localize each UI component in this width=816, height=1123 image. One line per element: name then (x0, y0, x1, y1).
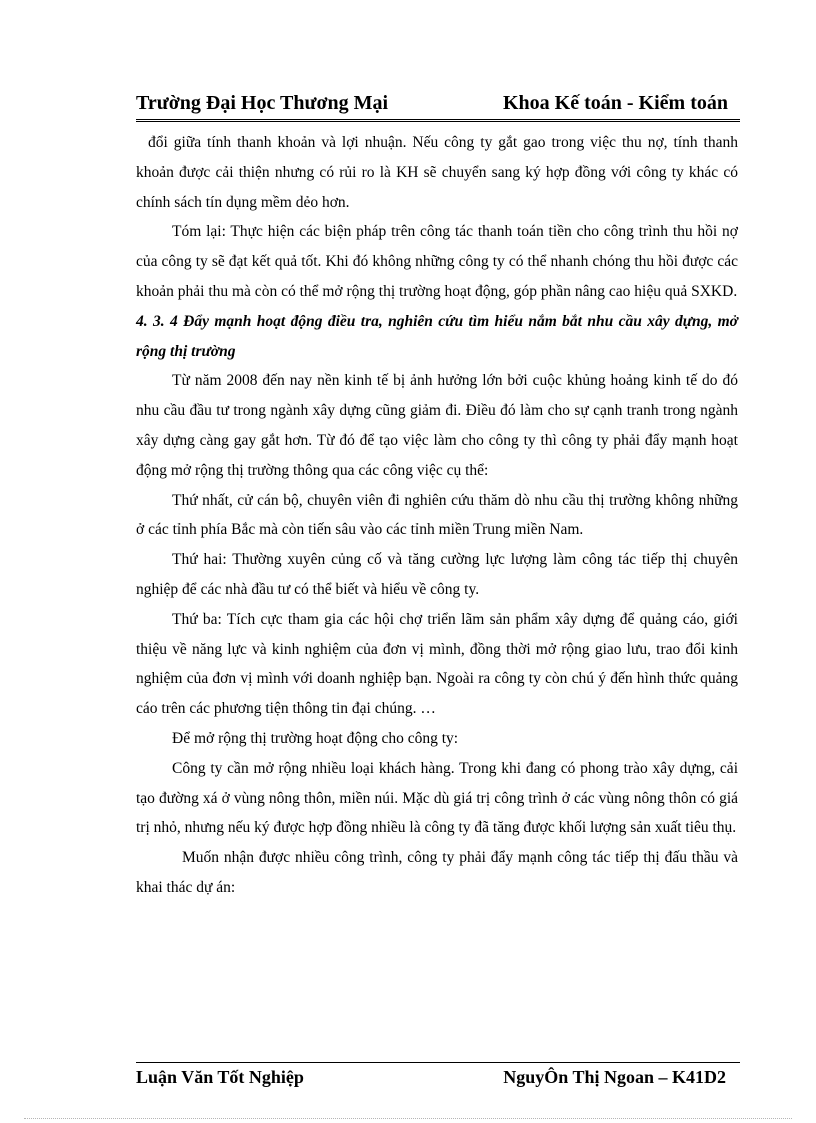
paragraph-2: Tóm lại: Thực hiện các biện pháp trên công tác thanh toán tiền cho công trình thu hồi nợ của công ty sẽ đạt kết quả tốt. Khi đó không những công ty có thể nhanh chóng thu hồi được các khoản phải thu mà còn có thể mở rộng thị trường hoạt động, góp phần nâng cao hiệu quả SXKD. (136, 223, 738, 300)
paragraph-3: Từ năm 2008 đến nay nền kinh tế bị ảnh hưởng lớn bởi cuộc khủng hoảng kinh tế do đó nhu cầu đầu tư trong ngành xây dựng cũng giảm đi. Điều đó làm cho sự cạnh tranh trong ngành xây dựng càng gay gắt hơn. Từ đó để tạo việc làm cho công ty thì công ty phải đẩy mạnh hoạt động mở rộng thị trường thông qua các công việc cụ thể: (136, 372, 738, 479)
page-header (136, 92, 740, 122)
section-heading: 4. 3. 4 Đẩy mạnh hoạt động điều tra, nghiên cứu tìm hiểu nắm bắt nhu cầu xây dựng, mở rộng thị trường (136, 312, 738, 360)
page-edge-divider (24, 1118, 792, 1119)
footer-author: NguyÔn Thị Ngoan – K41D2 (503, 1067, 726, 1087)
paragraph-1: đổi giữa tính thanh khoản và lợi nhuận. Nếu công ty gắt gao trong việc thu nợ, tính thanh khoản được cải thiện nhưng có rủi ro là KH sẽ chuyển sang ký hợp đồng với công ty khác có chính sách tín dụng mềm dẻo hơn. (136, 134, 738, 211)
header-university: Trường Đại Học Thương Mại (136, 92, 389, 114)
paragraph-4: Thứ nhất, cử cán bộ, chuyên viên đi nghiên cứu thăm dò nhu cầu thị trường không những ở các tỉnh phía Bắc mà còn tiến sâu vào các tỉnh miền Trung miền Nam. (136, 491, 738, 539)
document-body (136, 128, 738, 903)
paragraph-6: Thứ ba: Tích cực tham gia các hội chợ triển lãm sản phẩm xây dựng để quảng cáo, giới thiệu về năng lực và kinh nghiệm của đơn vị mình, đồng thời mở rộng giao lưu, trao đổi kinh nghiệm của đơn vị mình với doanh nghiệp bạn. Ngoài ra công ty còn chú ý đến hình thức quảng cáo trên các phương tiện thông tin đại chúng. … (136, 610, 738, 718)
footer-thesis-label: Luận Văn Tốt Nghiệp (136, 1067, 304, 1087)
page-footer (136, 1062, 740, 1088)
paragraph-5: Thứ hai: Thường xuyên củng cố và tăng cường lực lượng làm công tác tiếp thị chuyên nghiệp để các nhà đầu tư có thể biết và hiểu về công ty. (136, 551, 738, 598)
header-faculty: Khoa Kế toán - Kiểm toán (503, 92, 728, 114)
paragraph-8: Công ty cần mở rộng nhiều loại khách hàng. Trong khi đang có phong trào xây dựng, cải tạo đường xá ở vùng nông thôn, miền núi. Mặc dù giá trị công trình ở các vùng nông thôn có giá trị nhỏ, nhưng nếu ký được hợp đồng nhiều là công ty đã tăng được khối lượng sản xuất tiêu thụ. (136, 759, 738, 837)
paragraph-7: Để mở rộng thị trường hoạt động cho công ty: (172, 729, 459, 747)
paragraph-9: Muốn nhận được nhiều công trình, công ty phải đẩy mạnh công tác tiếp thị đấu thầu và khai thác dự án: (136, 849, 738, 896)
